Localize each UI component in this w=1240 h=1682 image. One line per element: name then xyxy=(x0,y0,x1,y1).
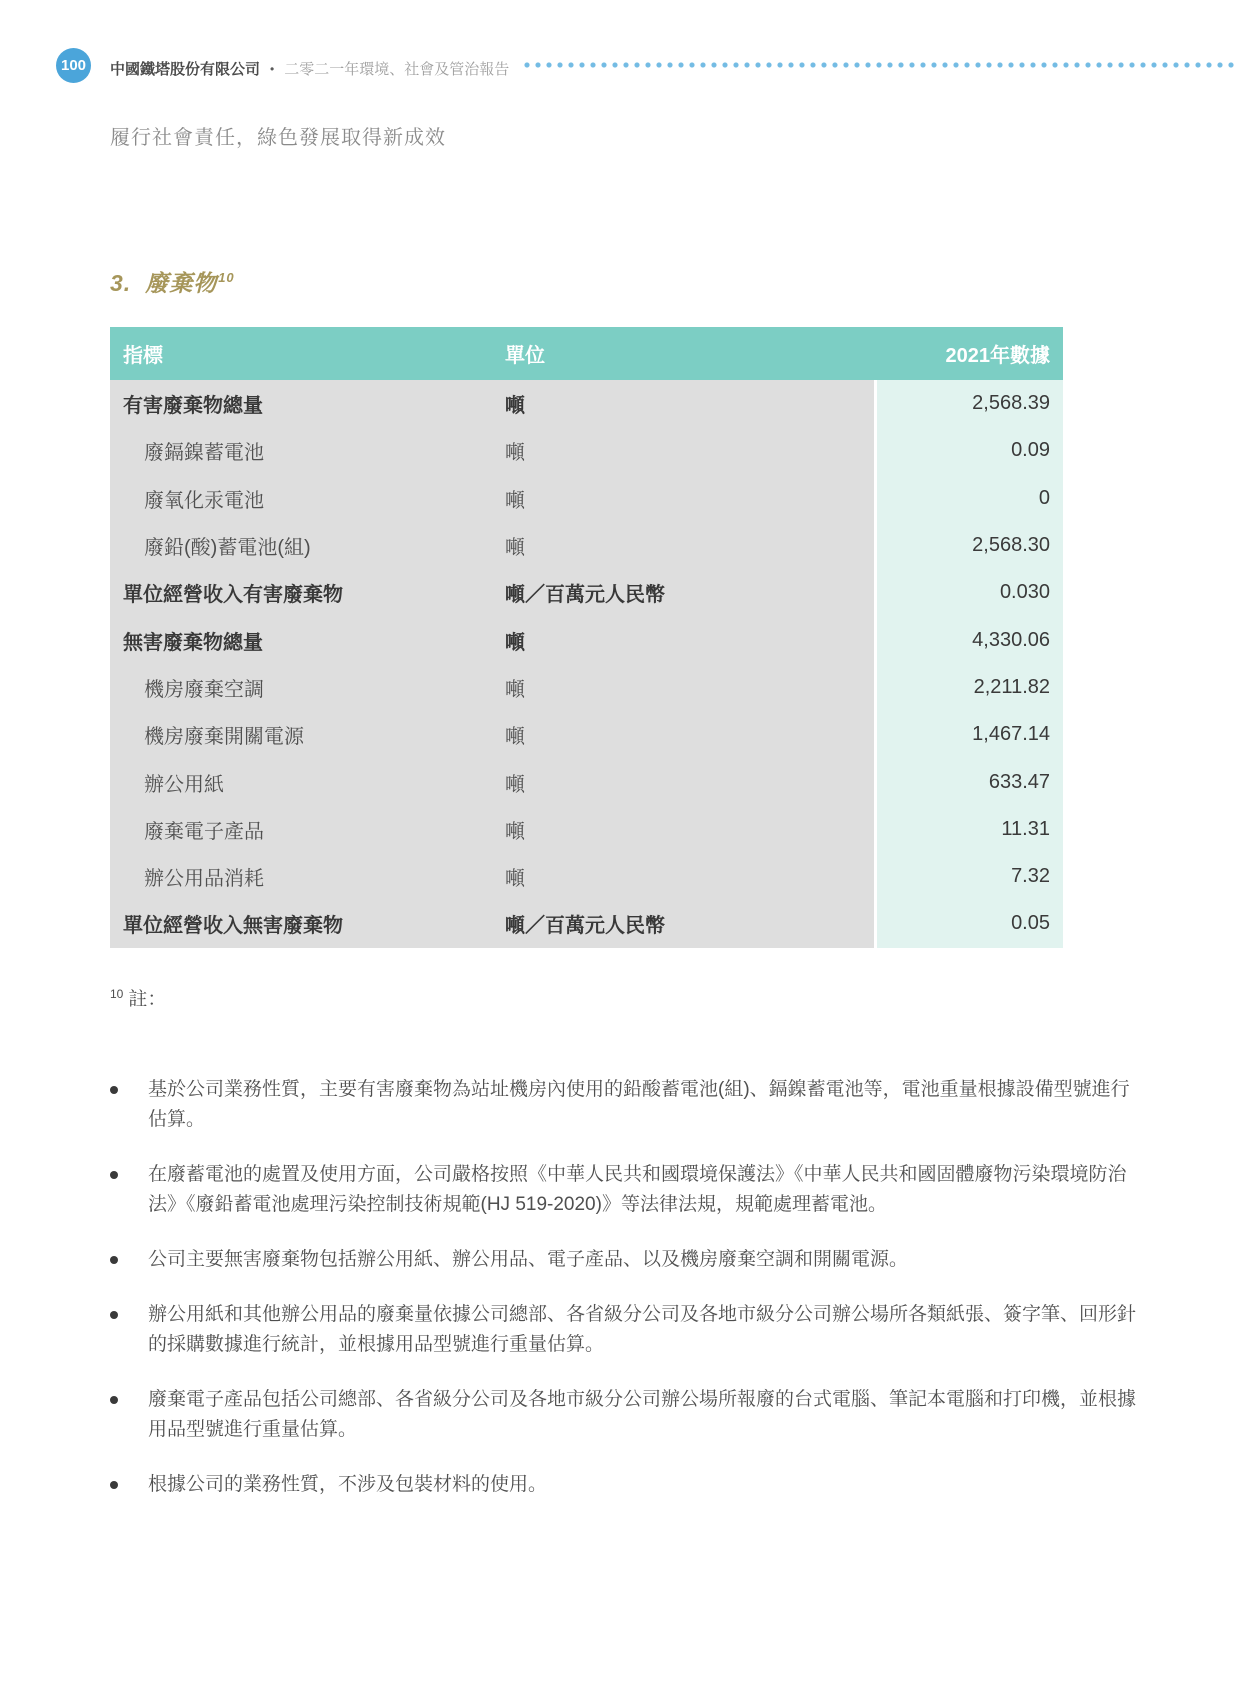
cell-unit: 噸 xyxy=(492,427,874,474)
table-row xyxy=(110,853,1063,900)
footnote-item xyxy=(110,1470,1142,1500)
footnote-marker-label: 註： xyxy=(128,989,167,1010)
table-row xyxy=(110,380,1063,427)
cell-indicator: 廢鎘鎳蓄電池 xyxy=(110,427,492,474)
footnote-marker xyxy=(110,984,1142,1011)
cell-indicator: 廢氧化汞電池 xyxy=(110,475,492,522)
cell-unit: 噸 xyxy=(492,380,874,427)
cell-unit: 噸 xyxy=(492,711,874,758)
table-row xyxy=(110,427,1063,474)
cell-indicator: 單位經營收入無害廢棄物 xyxy=(110,900,492,947)
footnote-text: 廢棄電子產品包括公司總部、各省級分公司及各地市級分公司辦公場所報廢的台式電腦、筆記本電腦和打印機，並根據用品型號進行重量估算。 xyxy=(148,1389,1137,1440)
cell-unit: 噸 xyxy=(492,522,874,569)
footnote-item xyxy=(110,1075,1142,1135)
footnote-text: 在廢蓄電池的處置及使用方面，公司嚴格按照《中華人民共和國環境保護法》《中華人民共和國固體廢物污染環境防治法》《廢鉛蓄電池處理污染控制技術規範(HJ 519-2020)》等法律法規，規範處理蓄電池。 xyxy=(148,1164,1127,1215)
footnote-list xyxy=(110,1075,1142,1500)
cell-indicator: 有害廢棄物總量 xyxy=(110,380,492,427)
bullet-icon xyxy=(110,1470,148,1500)
cell-value: 0.09 xyxy=(877,427,1063,474)
footnote-text: 根據公司的業務性質，不涉及包裝材料的使用。 xyxy=(148,1474,548,1495)
footnote-text: 公司主要無害廢棄物包括辦公用紙、辦公用品、電子產品、以及機房廢棄空調和開關電源。 xyxy=(148,1249,909,1270)
cell-value: 0.030 xyxy=(877,569,1063,616)
cell-unit: 噸 xyxy=(492,806,874,853)
chapter-subtitle: 履行社會責任，綠色發展取得新成效 xyxy=(110,127,446,149)
company-name: 中國鐵塔股份有限公司 xyxy=(110,61,261,78)
header-separator-dot: • xyxy=(270,61,275,76)
bullet-icon xyxy=(110,1300,148,1360)
footnote-text: 基於公司業務性質，主要有害廢棄物為站址機房內使用的鉛酸蓄電池(組)、鎘鎳蓄電池等，電池重量根據設備型號進行估算。 xyxy=(148,1079,1130,1130)
table-row xyxy=(110,758,1063,805)
table-row xyxy=(110,711,1063,758)
bullet-icon xyxy=(110,1160,148,1220)
table-body xyxy=(110,380,1063,948)
table-row xyxy=(110,616,1063,663)
cell-unit: 噸 xyxy=(492,853,874,900)
cell-value: 0 xyxy=(877,475,1063,522)
cell-value: 2,568.39 xyxy=(877,380,1063,427)
footnote-item xyxy=(110,1245,1142,1275)
cell-value: 0.05 xyxy=(877,900,1063,947)
cell-unit: 噸／百萬元人民幣 xyxy=(492,569,874,616)
cell-value: 2,211.82 xyxy=(877,664,1063,711)
cell-unit: 噸／百萬元人民幣 xyxy=(492,900,874,947)
cell-indicator: 單位經營收入有害廢棄物 xyxy=(110,569,492,616)
table-row xyxy=(110,806,1063,853)
table-row xyxy=(110,900,1063,947)
dotted-leader-line xyxy=(522,61,1238,69)
running-header xyxy=(110,58,509,79)
cell-unit: 噸 xyxy=(492,616,874,663)
cell-indicator: 機房廢棄空調 xyxy=(110,664,492,711)
bullet-icon xyxy=(110,1385,148,1445)
section-footnote-ref: 10 xyxy=(218,270,235,286)
cell-value: 1,467.14 xyxy=(877,711,1063,758)
cell-value: 2,568.30 xyxy=(877,522,1063,569)
footnote-item xyxy=(110,1385,1142,1445)
waste-data-table xyxy=(110,327,1063,948)
cell-value: 4,330.06 xyxy=(877,616,1063,663)
column-header-2021-data: 2021年數據 xyxy=(945,345,1050,367)
report-title: 二零二一年環境、社會及管治報告 xyxy=(284,61,510,78)
cell-value: 7.32 xyxy=(877,853,1063,900)
table-header-row xyxy=(110,327,1063,380)
section-title-text: 廢棄物 xyxy=(145,270,218,296)
section-title xyxy=(110,265,235,298)
table-row xyxy=(110,522,1063,569)
table-row xyxy=(110,664,1063,711)
footnote-marker-number: 10 xyxy=(110,986,124,1001)
cell-unit: 噸 xyxy=(492,664,874,711)
page-number-badge: 100 xyxy=(56,48,91,83)
column-header-indicator: 指標 xyxy=(123,345,163,367)
column-header-unit: 單位 xyxy=(505,345,545,367)
footnote-item xyxy=(110,1300,1142,1360)
cell-indicator: 辦公用紙 xyxy=(110,758,492,805)
footnote-text: 辦公用紙和其他辦公用品的廢棄量依據公司總部、各省級分公司及各地市級分公司辦公場所各類紙張、簽字筆、回形針的採購數據進行統計，並根據用品型號進行重量估算。 xyxy=(148,1304,1137,1355)
bullet-icon xyxy=(110,1075,148,1135)
footnote-item xyxy=(110,1160,1142,1220)
cell-indicator: 無害廢棄物總量 xyxy=(110,616,492,663)
footnotes-section xyxy=(110,984,1142,1525)
cell-indicator: 廢棄電子產品 xyxy=(110,806,492,853)
cell-unit: 噸 xyxy=(492,475,874,522)
cell-unit: 噸 xyxy=(492,758,874,805)
cell-indicator: 辦公用品消耗 xyxy=(110,853,492,900)
cell-indicator: 機房廢棄開關電源 xyxy=(110,711,492,758)
cell-value: 11.31 xyxy=(877,806,1063,853)
cell-indicator: 廢鉛(酸)蓄電池(組) xyxy=(110,522,492,569)
bullet-icon xyxy=(110,1245,148,1275)
cell-value: 633.47 xyxy=(877,758,1063,805)
table-row xyxy=(110,475,1063,522)
table-row xyxy=(110,569,1063,616)
section-number: 3. xyxy=(110,270,132,296)
